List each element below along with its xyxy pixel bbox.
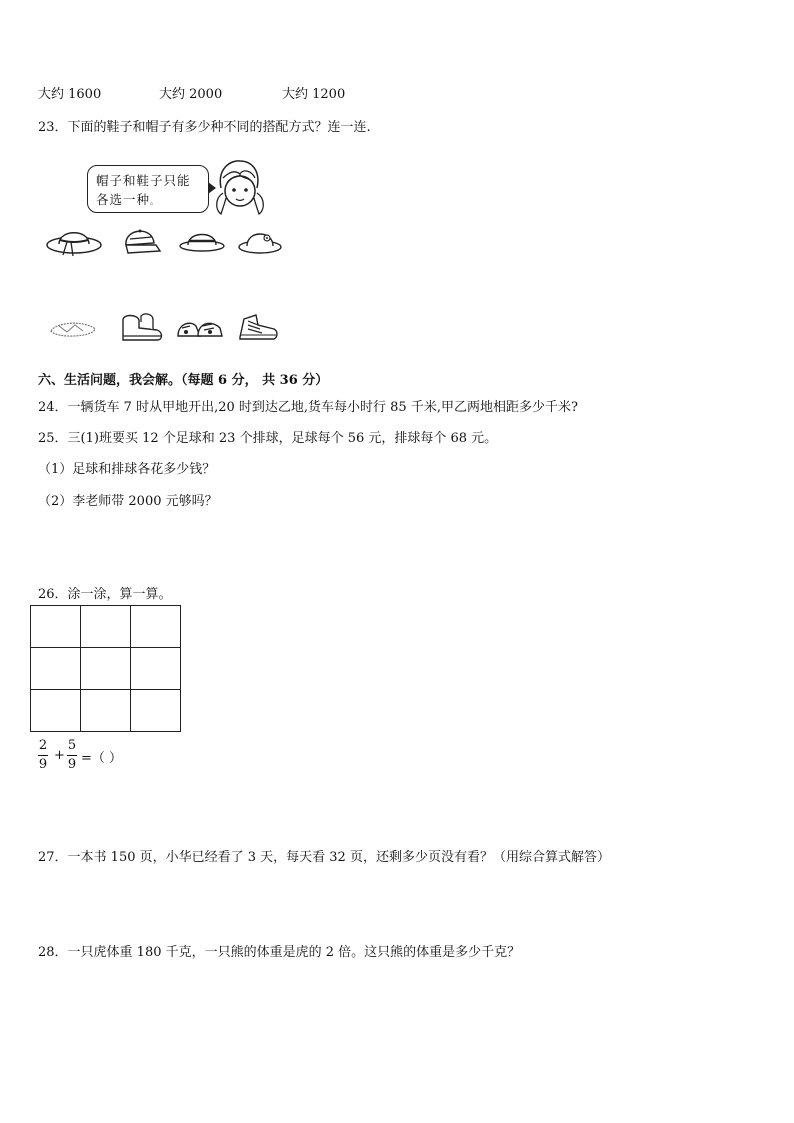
fraction-1-numerator: 2 bbox=[38, 738, 48, 753]
bubble-mark: 。 bbox=[150, 197, 160, 206]
grid-cell[interactable] bbox=[31, 690, 81, 732]
bubble-line-2: 各选一种 bbox=[96, 192, 151, 207]
cap-icon bbox=[120, 223, 162, 257]
coloring-grid bbox=[30, 605, 181, 732]
approx-option-1: 大约 1600 bbox=[38, 87, 102, 102]
grid-cell[interactable] bbox=[81, 690, 131, 732]
question-25-part-1: （1）足球和排球各花多少钱？ bbox=[38, 462, 216, 477]
fraction-2-denominator: 9 bbox=[67, 757, 77, 772]
bubble-line-1: 帽子和鞋子只能 bbox=[96, 173, 191, 188]
answer-blank[interactable]: =（ ） bbox=[81, 751, 123, 766]
question-25: 25．三(1)班要买 12 个足球和 23 个排球，足球每个 56 元，排球每个 68 元。 bbox=[38, 431, 498, 446]
grid-cell[interactable] bbox=[31, 648, 81, 690]
question-24: 24．一辆货车 7 时从甲地开出,20 时到达乙地,货车每小时行 85 千米,甲乙两地相距多少千米? bbox=[38, 400, 578, 415]
question-23: 23．下面的鞋子和帽子有多少种不同的搭配方式？连一连. bbox=[38, 120, 371, 135]
fraction-2-numerator: 5 bbox=[67, 738, 77, 753]
approx-option-2: 大约 2000 bbox=[159, 87, 223, 102]
question-27: 27．一本书 150 页，小华已经看了 3 天，每天看 32 页，还剩多少页没有看？（用综合算式解答） bbox=[38, 850, 610, 865]
question-26: 26．涂一涂，算一算。 bbox=[38, 587, 172, 602]
fraction-two-ninths bbox=[38, 739, 48, 772]
plus-sign: + bbox=[54, 748, 65, 763]
boot-icon bbox=[117, 310, 165, 344]
fraction-1-denominator: 9 bbox=[38, 757, 48, 772]
grid-cell[interactable] bbox=[131, 606, 181, 648]
girl-face-icon bbox=[213, 158, 265, 220]
question-25-part-2: （2）李老师带 2000 元够吗？ bbox=[38, 494, 218, 509]
approx-option-3: 大约 1200 bbox=[282, 87, 346, 102]
speech-bubble bbox=[87, 165, 209, 213]
flower-hat-icon bbox=[237, 225, 283, 257]
sun-hat-with-bow-icon bbox=[45, 223, 103, 259]
grid-cell[interactable] bbox=[31, 606, 81, 648]
grid-cell[interactable] bbox=[81, 648, 131, 690]
sports-shoes-icon bbox=[236, 311, 280, 343]
section-6-heading: 六、生活问题，我会解。（每题 6 分， 共 36 分） bbox=[38, 373, 329, 388]
grid-cell[interactable] bbox=[131, 690, 181, 732]
grid-cell[interactable] bbox=[131, 648, 181, 690]
sneakers-pair-icon bbox=[176, 314, 224, 342]
grid-cell[interactable] bbox=[81, 606, 131, 648]
fraction-five-ninths bbox=[67, 739, 77, 772]
question-28: 28．一只虎体重 180 千克，一只熊的体重是虎的 2 倍。这只熊的体重是多少千克？ bbox=[38, 945, 521, 960]
slipper-icon bbox=[47, 317, 99, 341]
fedora-icon bbox=[178, 225, 226, 255]
